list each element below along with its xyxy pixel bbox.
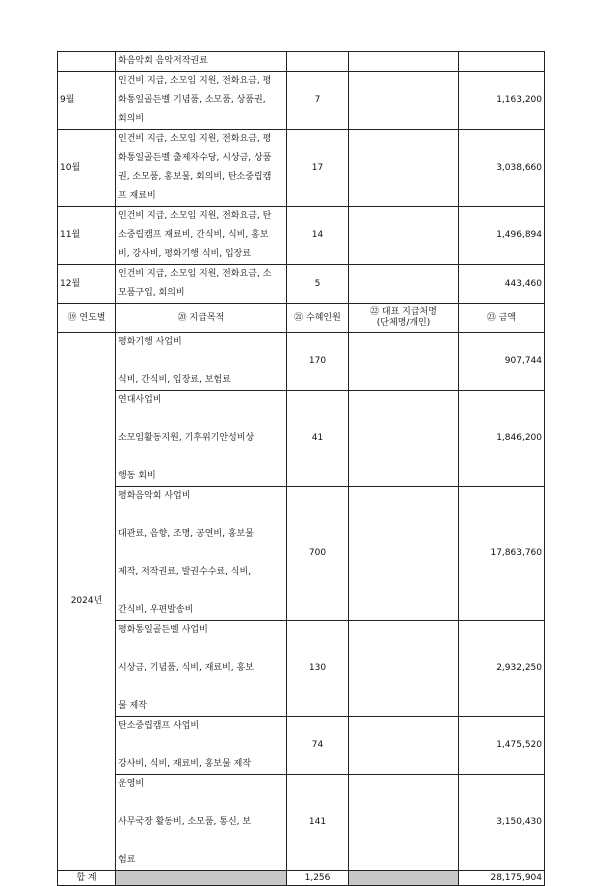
total-shaded-cell (349, 871, 459, 886)
purpose-cell: 운영비 사무국장 활동비, 소모품, 통신, 보 험료 (116, 775, 287, 871)
recipient-cell (349, 265, 459, 304)
header-purpose: ⑳ 지급목적 (116, 304, 287, 333)
header-year: ⑲ 연도별 (58, 304, 116, 333)
recipient-cell (349, 775, 459, 871)
amount-cell: 1,846,200 (459, 391, 545, 487)
total-row (58, 871, 545, 886)
purpose-cell: 인건비 지급, 소모임 지원, 전화요금, 소 모품구입, 회의비 (116, 265, 287, 304)
amount-cell: 3,038,660 (459, 130, 545, 207)
table-row (58, 207, 545, 265)
purpose-cell: 평화음악회 사업비 대관료, 음향, 조명, 공연비, 홍보물 제작, 저작권료, 발권수수료, 식비, 간식비, 우편발송비 (116, 487, 287, 621)
amount-cell: 17,863,760 (459, 487, 545, 621)
people-cell: 14 (287, 207, 349, 265)
table-row (58, 130, 545, 207)
total-people: 1,256 (287, 871, 349, 886)
amount-cell: 2,932,250 (459, 621, 545, 717)
header-recipient-line2: (단체명/개인) (376, 318, 431, 328)
recipient-cell (349, 621, 459, 717)
purpose-cell: 인건비 지급, 소모임 지원, 전화요금, 탄 소중립캠프 재료비, 간식비, 식비, 홍보 비, 강사비, 평화기행 식비, 입장료 (116, 207, 287, 265)
recipient-cell (349, 391, 459, 487)
purpose-cell: 탄소중립캠프 사업비 강사비, 식비, 재료비, 홍보물 제작 (116, 717, 287, 775)
recipient-cell (349, 52, 459, 72)
table-row (58, 487, 545, 621)
people-cell: 74 (287, 717, 349, 775)
month-cell (58, 52, 116, 72)
recipient-cell (349, 717, 459, 775)
table-row (58, 72, 545, 130)
people-cell: 700 (287, 487, 349, 621)
header-people: ㉑ 수혜인원 (287, 304, 349, 333)
total-shaded-cell (116, 871, 287, 886)
table-row (58, 265, 545, 304)
purpose-cell: 인건비 지급, 소모임 지원, 전화요금, 평 화통일골든벨 기념품, 소모품, 상품권, 회의비 (116, 72, 287, 130)
people-cell: 41 (287, 391, 349, 487)
table-row (58, 717, 545, 775)
purpose-cell: 인건비 지급, 소모임 지원, 전화요금, 평 화통일골든벨 출제자수당, 시상금, 상품 권, 소모품, 홍보물, 회의비, 탄소중립캠 프 재료비 (116, 130, 287, 207)
recipient-cell (349, 72, 459, 130)
amount-cell: 3,150,430 (459, 775, 545, 871)
header-recipient-line1: ㉒ 대표 지급처명 (370, 307, 437, 317)
total-label: 합 계 (58, 871, 116, 886)
people-cell: 5 (287, 265, 349, 304)
people-cell: 141 (287, 775, 349, 871)
people-cell: 7 (287, 72, 349, 130)
recipient-cell (349, 130, 459, 207)
month-cell: 10월 (58, 130, 116, 207)
header-recipient (349, 304, 459, 333)
month-cell: 12월 (58, 265, 116, 304)
purpose-cell: 연대사업비 소모임활동지원, 기후위기안성비상 행동 회비 (116, 391, 287, 487)
recipient-cell (349, 207, 459, 265)
amount-cell: 1,163,200 (459, 72, 545, 130)
table-row (58, 391, 545, 487)
recipient-cell (349, 333, 459, 391)
table-row (58, 775, 545, 871)
year-cell: 2024년 (58, 333, 116, 871)
amount-cell: 1,496,894 (459, 207, 545, 265)
people-cell: 17 (287, 130, 349, 207)
people-cell: 130 (287, 621, 349, 717)
amount-cell (459, 52, 545, 72)
month-cell: 9월 (58, 72, 116, 130)
table-row (58, 52, 545, 72)
purpose-cell: 평화기행 사업비 식비, 간식비, 입장료, 보험료 (116, 333, 287, 391)
amount-cell: 907,744 (459, 333, 545, 391)
purpose-cell: 평화통일골든벨 사업비 시상금, 기념품, 식비, 재료비, 홍보 물 제작 (116, 621, 287, 717)
people-cell: 170 (287, 333, 349, 391)
month-cell: 11월 (58, 207, 116, 265)
amount-cell: 1,475,520 (459, 717, 545, 775)
table-header-row (58, 304, 545, 333)
recipient-cell (349, 487, 459, 621)
header-amount: ㉓ 금액 (459, 304, 545, 333)
table-row (58, 333, 545, 391)
people-cell (287, 52, 349, 72)
amount-cell: 443,460 (459, 265, 545, 304)
grant-expenditure-table (57, 51, 545, 886)
purpose-cell: 화음악회 음악저작권료 (116, 52, 287, 72)
total-amount: 28,175,904 (459, 871, 545, 886)
table-row (58, 621, 545, 717)
